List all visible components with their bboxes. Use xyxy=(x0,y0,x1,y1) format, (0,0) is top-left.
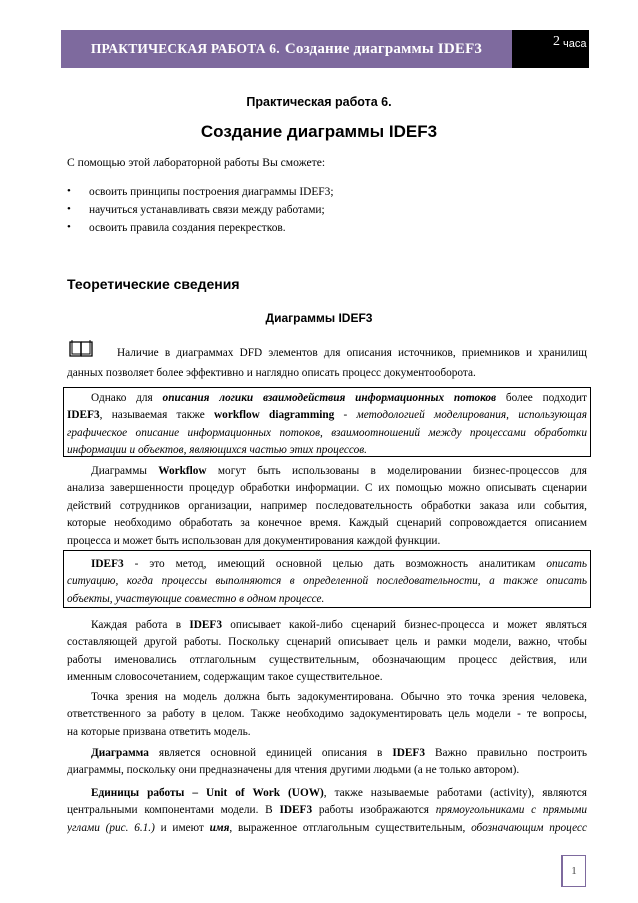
page-number xyxy=(561,855,586,887)
bullet-dot: • xyxy=(67,203,71,215)
text-line: именным словосочетанием, содержащим такое существительное. xyxy=(67,671,383,684)
section-heading: Теоретические сведения xyxy=(67,276,240,292)
page-title: Создание диаграммы IDEF3 xyxy=(200,122,438,141)
bullet-item: освоить правила создания перекрестков. xyxy=(89,222,286,234)
text-line: объекты, участвующие совместно в одном процессе. xyxy=(67,592,325,605)
text-line: работы именовались отглагольным существительным, обозначающим процесс действия, или xyxy=(67,653,587,666)
header-title-part2: Создание диаграммы IDEF3 xyxy=(284,40,483,57)
header-hours xyxy=(512,30,589,68)
paragraph-diagram xyxy=(67,745,587,780)
bullet-item: научиться устанавливать связи между работами; xyxy=(89,204,325,216)
text-line: действий сотрудников организации, например последовательность обработки заказа или события, xyxy=(67,499,587,512)
paragraph-viewpoint xyxy=(67,689,587,741)
page-number-text: 1 xyxy=(571,865,577,877)
page-header-banner xyxy=(61,30,589,68)
text-line: информации и объектов, являющихся частью этих процессов. xyxy=(67,444,368,457)
text-line: графическое описание информационных потоков, взаимоотношений между процессами обработки xyxy=(67,426,587,439)
text-line: углами (рис. 6.1.) и имеют имя, выраженное отглагольным существительным, обозначающим процесс xyxy=(67,821,587,834)
header-title xyxy=(61,30,512,68)
text-line: Каждая работа в IDEF3 описывает какой-либо сценарий бизнес-процесса и может являться xyxy=(91,619,587,631)
header-title-part1: ПРАКТИЧЕСКАЯ РАБОТА 6. xyxy=(90,41,280,56)
text-line: данных позволяет более эффективно и наглядно описать процесс документооборота. xyxy=(67,367,476,380)
paragraph-dfd xyxy=(67,345,587,383)
subsection-heading: Диаграммы IDEF3 xyxy=(265,311,373,325)
text-line: составляющей другой работы. Поскольку сценарий описывает цель и рамки модели, важно, чтобы xyxy=(67,636,587,649)
bullet-item: освоить принципы построения диаграммы IDEF3; xyxy=(89,186,334,198)
work-number-title: Практическая работа 6. xyxy=(246,95,392,109)
text-line: Однако для описания логики взаимодействия информационных потоков более подходит xyxy=(91,392,587,404)
paragraph-workflow xyxy=(67,463,587,550)
paragraph-idef3-method xyxy=(67,556,587,608)
paragraph-work-scenario xyxy=(67,617,587,687)
text-line: на которые призвана ответить модель. xyxy=(67,725,251,738)
text-line: Единицы работы – Unit of Work (UOW), также называемые работами (activity), являются xyxy=(91,787,587,799)
text-line: IDEF3 - это метод, имеющий основной целью дать возможность аналитикам описать xyxy=(91,558,587,570)
hours-number: 2 xyxy=(553,34,560,49)
hours-unit: часа xyxy=(563,38,587,50)
text-line: которые необходимо обработать за конечное время. Каждый сценарий сопровождается описанием xyxy=(67,517,587,530)
bullet-dot: • xyxy=(67,221,71,233)
text-line: диаграммы, поскольку они предназначены для чтения другими людьми (а не только автором). xyxy=(67,764,520,777)
text-line: Диаграммы Workflow могут быть использованы в моделировании бизнес-процессов для xyxy=(91,465,587,477)
text-line: центральными компонентами модели. В IDEF3 работы изображаются прямоугольниками с прямыми xyxy=(67,804,587,817)
text-line: ответственного за работу в целом. Также необходимо задокументировать цель модели - те вопросы, xyxy=(67,708,587,721)
text-line: Диаграмма является основной единицей описания в IDEF3 Важно правильно построить xyxy=(91,747,587,759)
paragraph-idef3-definition xyxy=(67,390,587,460)
paragraph-units-of-work xyxy=(67,785,587,837)
text-line: ситуацию, когда процессы выполняются в определенной последовательности, а также описать xyxy=(67,575,587,588)
text-line: процесса и может быть использован для документирования каждой функции. xyxy=(67,534,441,547)
text-line: анализа завершенности процедур обработки информации. С их помощью можно описывать сценарии xyxy=(67,482,587,495)
text-line: IDEF3, называемая также workflow diagramming - методологией моделирования, использующая xyxy=(67,409,587,422)
intro-text: С помощью этой лабораторной работы Вы сможете: xyxy=(67,156,326,169)
text-line: Точка зрения на модель должна быть задокументирована. Обычно это точка зрения человека, xyxy=(91,691,587,703)
text-line: Наличие в диаграммах DFD элементов для описания источников, приемников и хранилищ xyxy=(117,347,587,359)
bullet-dot: • xyxy=(67,185,71,197)
